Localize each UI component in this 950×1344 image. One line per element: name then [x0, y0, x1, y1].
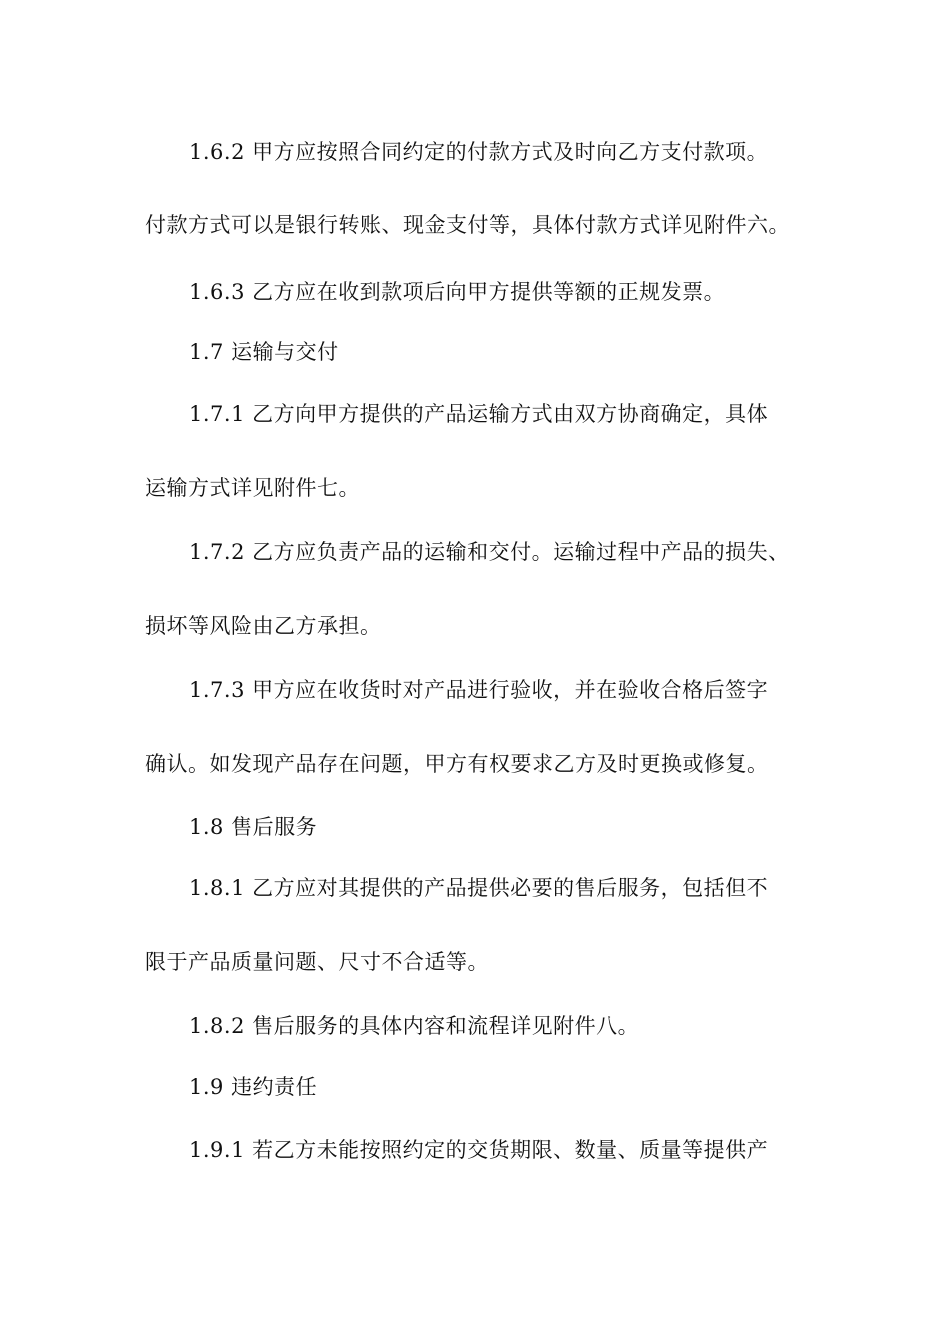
clause-1-9-1: 1.9.1 若乙方未能按照约定的交货期限、数量、质量等提供产 — [189, 1138, 769, 1162]
clause-1-7-3: 1.7.3 甲方应在收货时对产品进行验收，并在验收合格后签字 — [189, 678, 769, 702]
clause-1-6-2-continued: 付款方式可以是银行转账、现金支付等，具体付款方式详见附件六。 — [145, 213, 790, 237]
section-heading-1-8: 1.8 售后服务 — [189, 815, 318, 839]
clause-1-8-1: 1.8.1 乙方应对其提供的产品提供必要的售后服务，包括但不 — [189, 876, 769, 900]
clause-1-7-2: 1.7.2 乙方应负责产品的运输和交付。运输过程中产品的损失、 — [189, 540, 790, 564]
clause-1-7-2-continued: 损坏等风险由乙方承担。 — [145, 614, 382, 638]
clause-1-6-2: 1.6.2 甲方应按照合同约定的付款方式及时向乙方支付款项。 — [189, 140, 769, 164]
clause-1-7-1-continued: 运输方式详见附件七。 — [145, 476, 360, 500]
section-heading-1-7: 1.7 运输与交付 — [189, 340, 339, 364]
section-heading-1-9: 1.9 违约责任 — [189, 1075, 318, 1099]
clause-1-8-2: 1.8.2 售后服务的具体内容和流程详见附件八。 — [189, 1014, 640, 1038]
clause-1-6-3: 1.6.3 乙方应在收到款项后向甲方提供等额的正规发票。 — [189, 280, 726, 304]
clause-1-8-1-continued: 限于产品质量问题、尺寸不合适等。 — [145, 950, 489, 974]
clause-1-7-1: 1.7.1 乙方向甲方提供的产品运输方式由双方协商确定，具体 — [189, 402, 769, 426]
clause-1-7-3-continued: 确认。如发现产品存在问题，甲方有权要求乙方及时更换或修复。 — [145, 752, 769, 776]
